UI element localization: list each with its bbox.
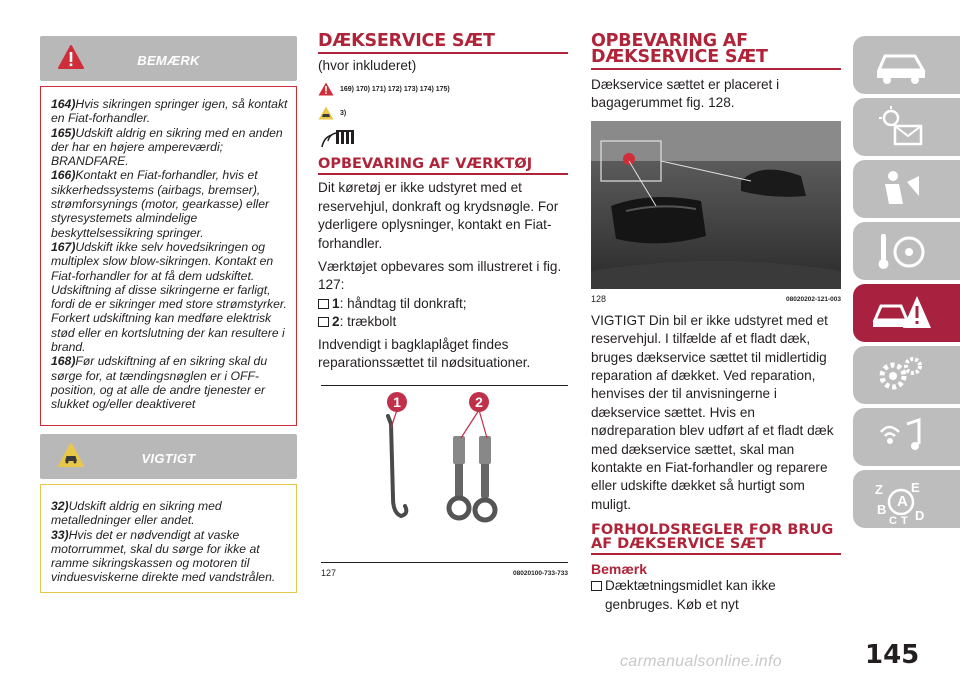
warning-triangle-icon	[318, 82, 334, 96]
figure-code: 08020100-733-733	[513, 570, 568, 578]
list-item: Dæktætningsmidlet kan ikke genbruges. Køb et nyt	[591, 577, 841, 614]
light-mail-icon	[871, 104, 931, 150]
gears-icon	[871, 352, 931, 398]
subtitle: (hvor inkluderet)	[318, 58, 417, 73]
svg-text:A: A	[897, 493, 908, 510]
note-label: Bemærk	[591, 561, 648, 578]
tab-lights-messages[interactable]	[853, 98, 960, 156]
eco-recycle-icon	[318, 127, 360, 149]
paragraph: Dit køretøj er ikke udstyret med et reservehjul, donkraft og krydsnøgle. For yderligere oplysninger, kontakt en Fiat-forhandler.	[318, 180, 559, 251]
note-text: Kontakt en Fiat-forhandler, hvis et sikkerhedssystems (airbags, bremser), strømforsynings (motor, gearkasse) eller styresystemets almindelige beskyttelsessikring springer.	[51, 168, 270, 240]
note-item	[51, 499, 290, 528]
note-item	[51, 528, 290, 585]
tab-index[interactable]	[853, 470, 960, 528]
tab-safety[interactable]	[853, 160, 960, 218]
watermark: carmanualsonline.info	[620, 653, 782, 670]
note-item	[51, 168, 290, 239]
bemark-title: BEMÆRK	[137, 53, 200, 68]
tab-vehicle[interactable]	[853, 36, 960, 94]
car-warning-icon	[871, 290, 933, 336]
bullet-square-icon	[591, 581, 602, 591]
safety-seat-icon	[871, 166, 931, 212]
section-heading-precautions: FORHOLDSREGLER FOR BRUG AF DÆKSERVICE SÆT	[591, 523, 841, 555]
note-text: Før udskiftning af en sikring skal du sørge for, at tændingsnøglen er i OFF-position, og at alle de andre tjenester er slukket og/eller deaktiveret	[51, 354, 268, 412]
note-text: Udskift aldrig en sikring med en anden der har en højere ampereværdi; BRANDFARE.	[51, 125, 283, 169]
chapter-tabs	[853, 36, 960, 532]
note-item	[51, 354, 290, 411]
paragraph: VIGTIGT Din bil er ikke udstyret med et reservehjul. I tilfælde af et fladt dæk, bruges dækservice sættet til midlertidig reparation af dækket. Ved reparation, henvises der til anvisningerne i dækservice sættet. Hvis en nødreparation blev udført af et fladt dæk med dækservice sættet, skal man kontakte en Fiat-forhandler og reparere eller udskifte dækket så hurtigt som muligt.	[591, 312, 834, 512]
note-number: 167)	[51, 239, 76, 254]
vigtigt-header	[40, 434, 297, 479]
note-item	[51, 240, 290, 354]
figure-number: 128	[591, 293, 607, 304]
trunk-photo	[591, 121, 841, 289]
bemark-box	[40, 86, 297, 426]
steering-key-icon	[871, 228, 931, 274]
svg-text:T: T	[901, 515, 908, 526]
section-heading-tyre-kit-storage: OPBEVARING AF DÆKSERVICE SÆT	[591, 33, 841, 70]
svg-text:1: 1	[393, 394, 401, 411]
svg-text:2: 2	[475, 394, 483, 411]
note-item	[51, 126, 290, 169]
tab-driving[interactable]	[853, 222, 960, 280]
list-item: 2 : trækbolt	[318, 313, 568, 331]
figure-128	[591, 121, 841, 289]
note-text: Hvis sikringen springer igen, så kontakt en Fiat-forhandler.	[51, 97, 288, 126]
bullet-square-icon	[318, 317, 329, 327]
section-heading-tyre-kit: DÆKSERVICE SÆT	[318, 33, 568, 54]
paragraph: Dækservice sættet er placeret i bagagerummet fig. 128.	[591, 77, 780, 111]
svg-text:E: E	[911, 480, 920, 495]
tab-maintenance[interactable]	[853, 346, 960, 404]
note-item	[51, 97, 290, 126]
alphabet-index-icon	[871, 476, 931, 526]
bemark-header	[40, 36, 297, 81]
tab-emergency[interactable]	[853, 284, 960, 342]
note-number: 164)	[51, 97, 76, 111]
notes-column	[40, 36, 297, 593]
note-text: Udskift aldrig en sikring med metalledninger eller andet.	[51, 499, 222, 528]
caution-refs: 3)	[340, 109, 347, 117]
figure-number: 127	[321, 568, 337, 579]
caution-triangle-icon	[318, 106, 334, 120]
vigtigt-box	[40, 484, 297, 593]
note-text: Hvis det er nødvendigt at vaske motorrummet, skal du sørge for ikke at ramme sikringskassen og motoren til vinduesviskerne direkte med vandstrålen.	[51, 527, 276, 585]
note-number: 168)	[51, 354, 76, 369]
list-item: 1 : håndtag til donkraft;	[318, 295, 568, 313]
bullet-square-icon	[318, 299, 329, 309]
note-text: Udskift ikke selv hovedsikringen og multiplex slow blow-sikringen. Kontakt en Fiat-forhandler for at få dem udskiftet. Udskiftning af disse sikringerne er farligt, fordi de er sikringer med store strømstyrker. Forkert udskiftning kan medføre elektrisk stød eller en kortslutning der kan resultere i brand.	[51, 239, 287, 355]
note-number: 165)	[51, 125, 76, 140]
tyre-kit-storage-column	[591, 33, 841, 614]
svg-text:D: D	[915, 508, 925, 523]
figure-code: 08020202-121-003	[786, 295, 841, 303]
note-number: 166)	[51, 168, 76, 183]
svg-text:B: B	[877, 502, 887, 517]
page-number: 145	[865, 640, 920, 670]
svg-text:C: C	[889, 515, 897, 526]
svg-text:Z: Z	[875, 482, 883, 497]
car-icon	[871, 42, 931, 86]
vigtigt-title: VIGTIGT	[141, 451, 196, 466]
section-heading-tool-storage: OPBEVARING AF VÆRKTØJ	[318, 157, 568, 175]
tyre-kit-column	[318, 33, 568, 578]
tab-multimedia[interactable]	[853, 408, 960, 466]
paragraph: Indvendigt i bagklaplåget findes reparationssættet til nødsituationer.	[318, 336, 531, 371]
note-number: 33)	[51, 527, 69, 542]
music-signal-icon	[871, 414, 931, 460]
note-number: 32)	[51, 499, 69, 513]
tools-illustration	[321, 388, 568, 560]
paragraph: Værktøjet opbevares som illustreret i fig. 127:	[318, 259, 562, 293]
warning-refs: 169) 170) 171) 172) 173) 174) 175)	[340, 85, 450, 93]
figure-127	[321, 385, 568, 563]
